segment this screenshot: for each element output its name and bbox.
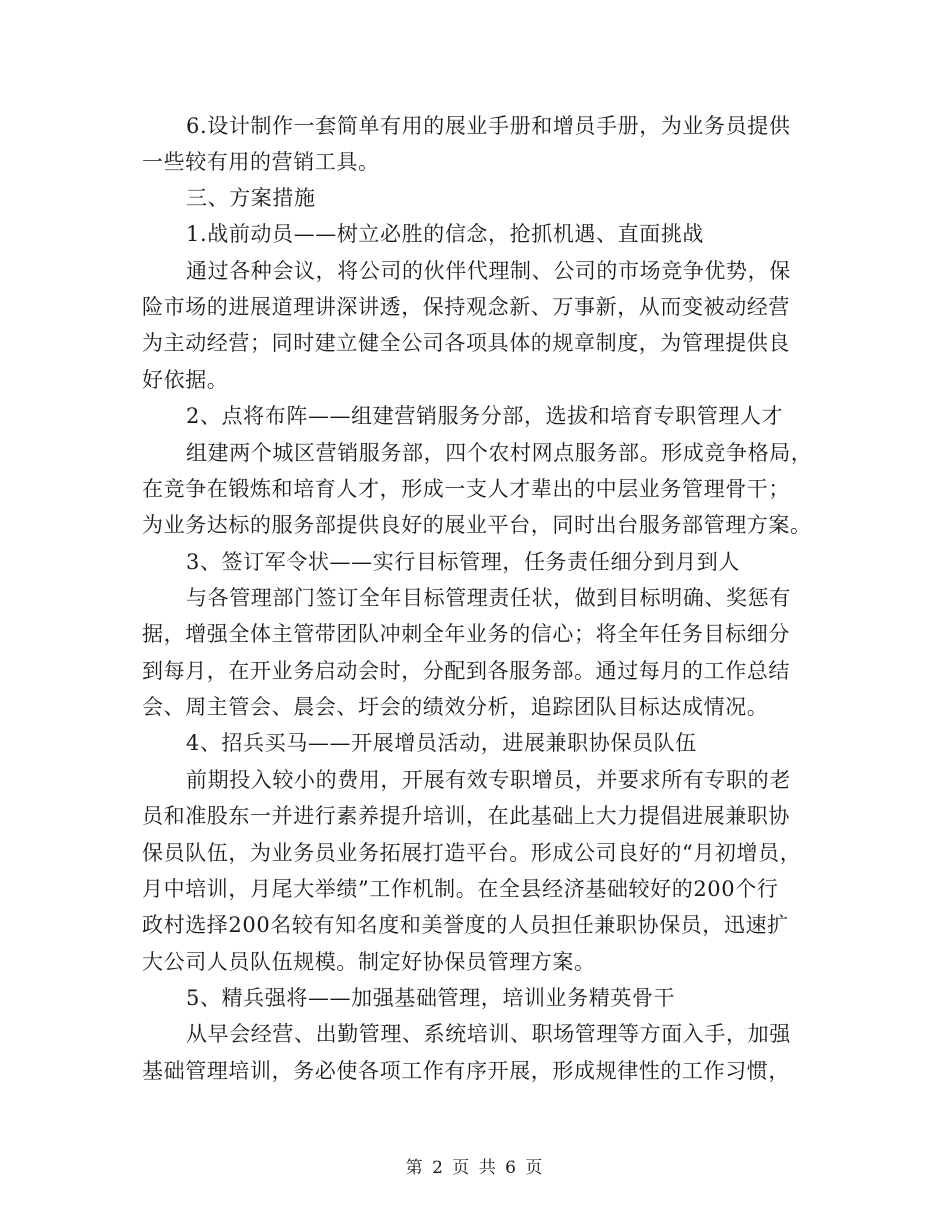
paragraph-line: 据，增强全体主管带团队冲刺全年业务的信心；将全年任务目标细分 <box>142 622 790 646</box>
subsection-heading: 3、签订军令状——实行目标管理，任务责任细分到月到人 <box>186 550 740 574</box>
paragraph-line: 在竞争在锻炼和培育人才，形成一支人才辈出的中层业务管理骨干； <box>142 477 790 501</box>
paragraph-line: 组建两个城区营销服务部，四个农村网点服务部。形成竞争格局， <box>186 441 813 465</box>
paragraph-line: 险市场的进展道理讲深讲透，保持观念新、万事新，从而变被动经营 <box>142 295 790 319</box>
subsection-heading: 1.战前动员——树立必胜的信念，抢抓机遇、直面挑战 <box>186 222 705 246</box>
paragraph-line: 前期投入较小的费用，开展有效专职增员，并要求所有专职的老 <box>186 768 791 792</box>
paragraph-line: 大公司人员队伍规模。制定好协保员管理方案。 <box>142 950 596 974</box>
paragraph-line: 为主动经营；同时建立健全公司各项具体的规章制度，为管理提供良 <box>142 331 790 355</box>
subsection-heading: 5、精兵强将——加强基础管理，培训业务精英骨干 <box>186 986 676 1010</box>
subsection-heading: 2、点将布阵——组建营销服务分部，选拔和培育专职管理人才 <box>186 404 784 428</box>
paragraph-line: 为业务达标的服务部提供良好的展业平台，同时出台服务部管理方案。 <box>142 513 812 537</box>
paragraph-line: 基础管理培训，务必使各项工作有序开展，形成规律性的工作习惯， <box>142 1059 790 1083</box>
paragraph-line: 一些较有用的营销工具。 <box>142 150 380 174</box>
paragraph-line: 好依据。 <box>142 368 229 392</box>
paragraph-line: 月中培训，月尾大举绩”工作机制。在全县经济基础较好的200个行 <box>142 877 779 901</box>
paragraph-line: 政村选择200名较有知名度和美誉度的人员担任兼职协保员，迅速扩 <box>142 913 789 937</box>
paragraph-line: 员和准股东一并进行素养提升培训，在此基础上大力提倡进展兼职协 <box>142 804 790 828</box>
section-heading: 三、方案措施 <box>186 186 316 210</box>
paragraph-line: 与各管理部门签订全年目标管理责任状，做到目标明确、奖惩有 <box>186 586 791 610</box>
page-footer: 第 2 页 共 6 页 <box>405 1158 545 1178</box>
paragraph-line: 到每月，在开业务启动会时，分配到各服务部。通过每月的工作总结 <box>142 659 790 683</box>
paragraph-line: 保员队伍，为业务员业务拓展打造平台。形成公司良好的“月初增员， <box>142 841 802 865</box>
paragraph-line: 通过各种会议，将公司的伙伴代理制、公司的市场竞争优势，保 <box>186 259 791 283</box>
subsection-heading: 4、招兵买马——开展增员活动，进展兼职协保员队伍 <box>186 731 697 755</box>
paragraph-line: 从早会经营、出勤管理、系统培训、职场管理等方面入手，加强 <box>186 1022 791 1046</box>
paragraph-line: 6.设计制作一套简单有用的展业手册和增员手册，为业务员提供 <box>186 114 791 138</box>
paragraph-line: 会、周主管会、晨会、圩会的绩效分析，追踪团队目标达成情况。 <box>142 695 769 719</box>
